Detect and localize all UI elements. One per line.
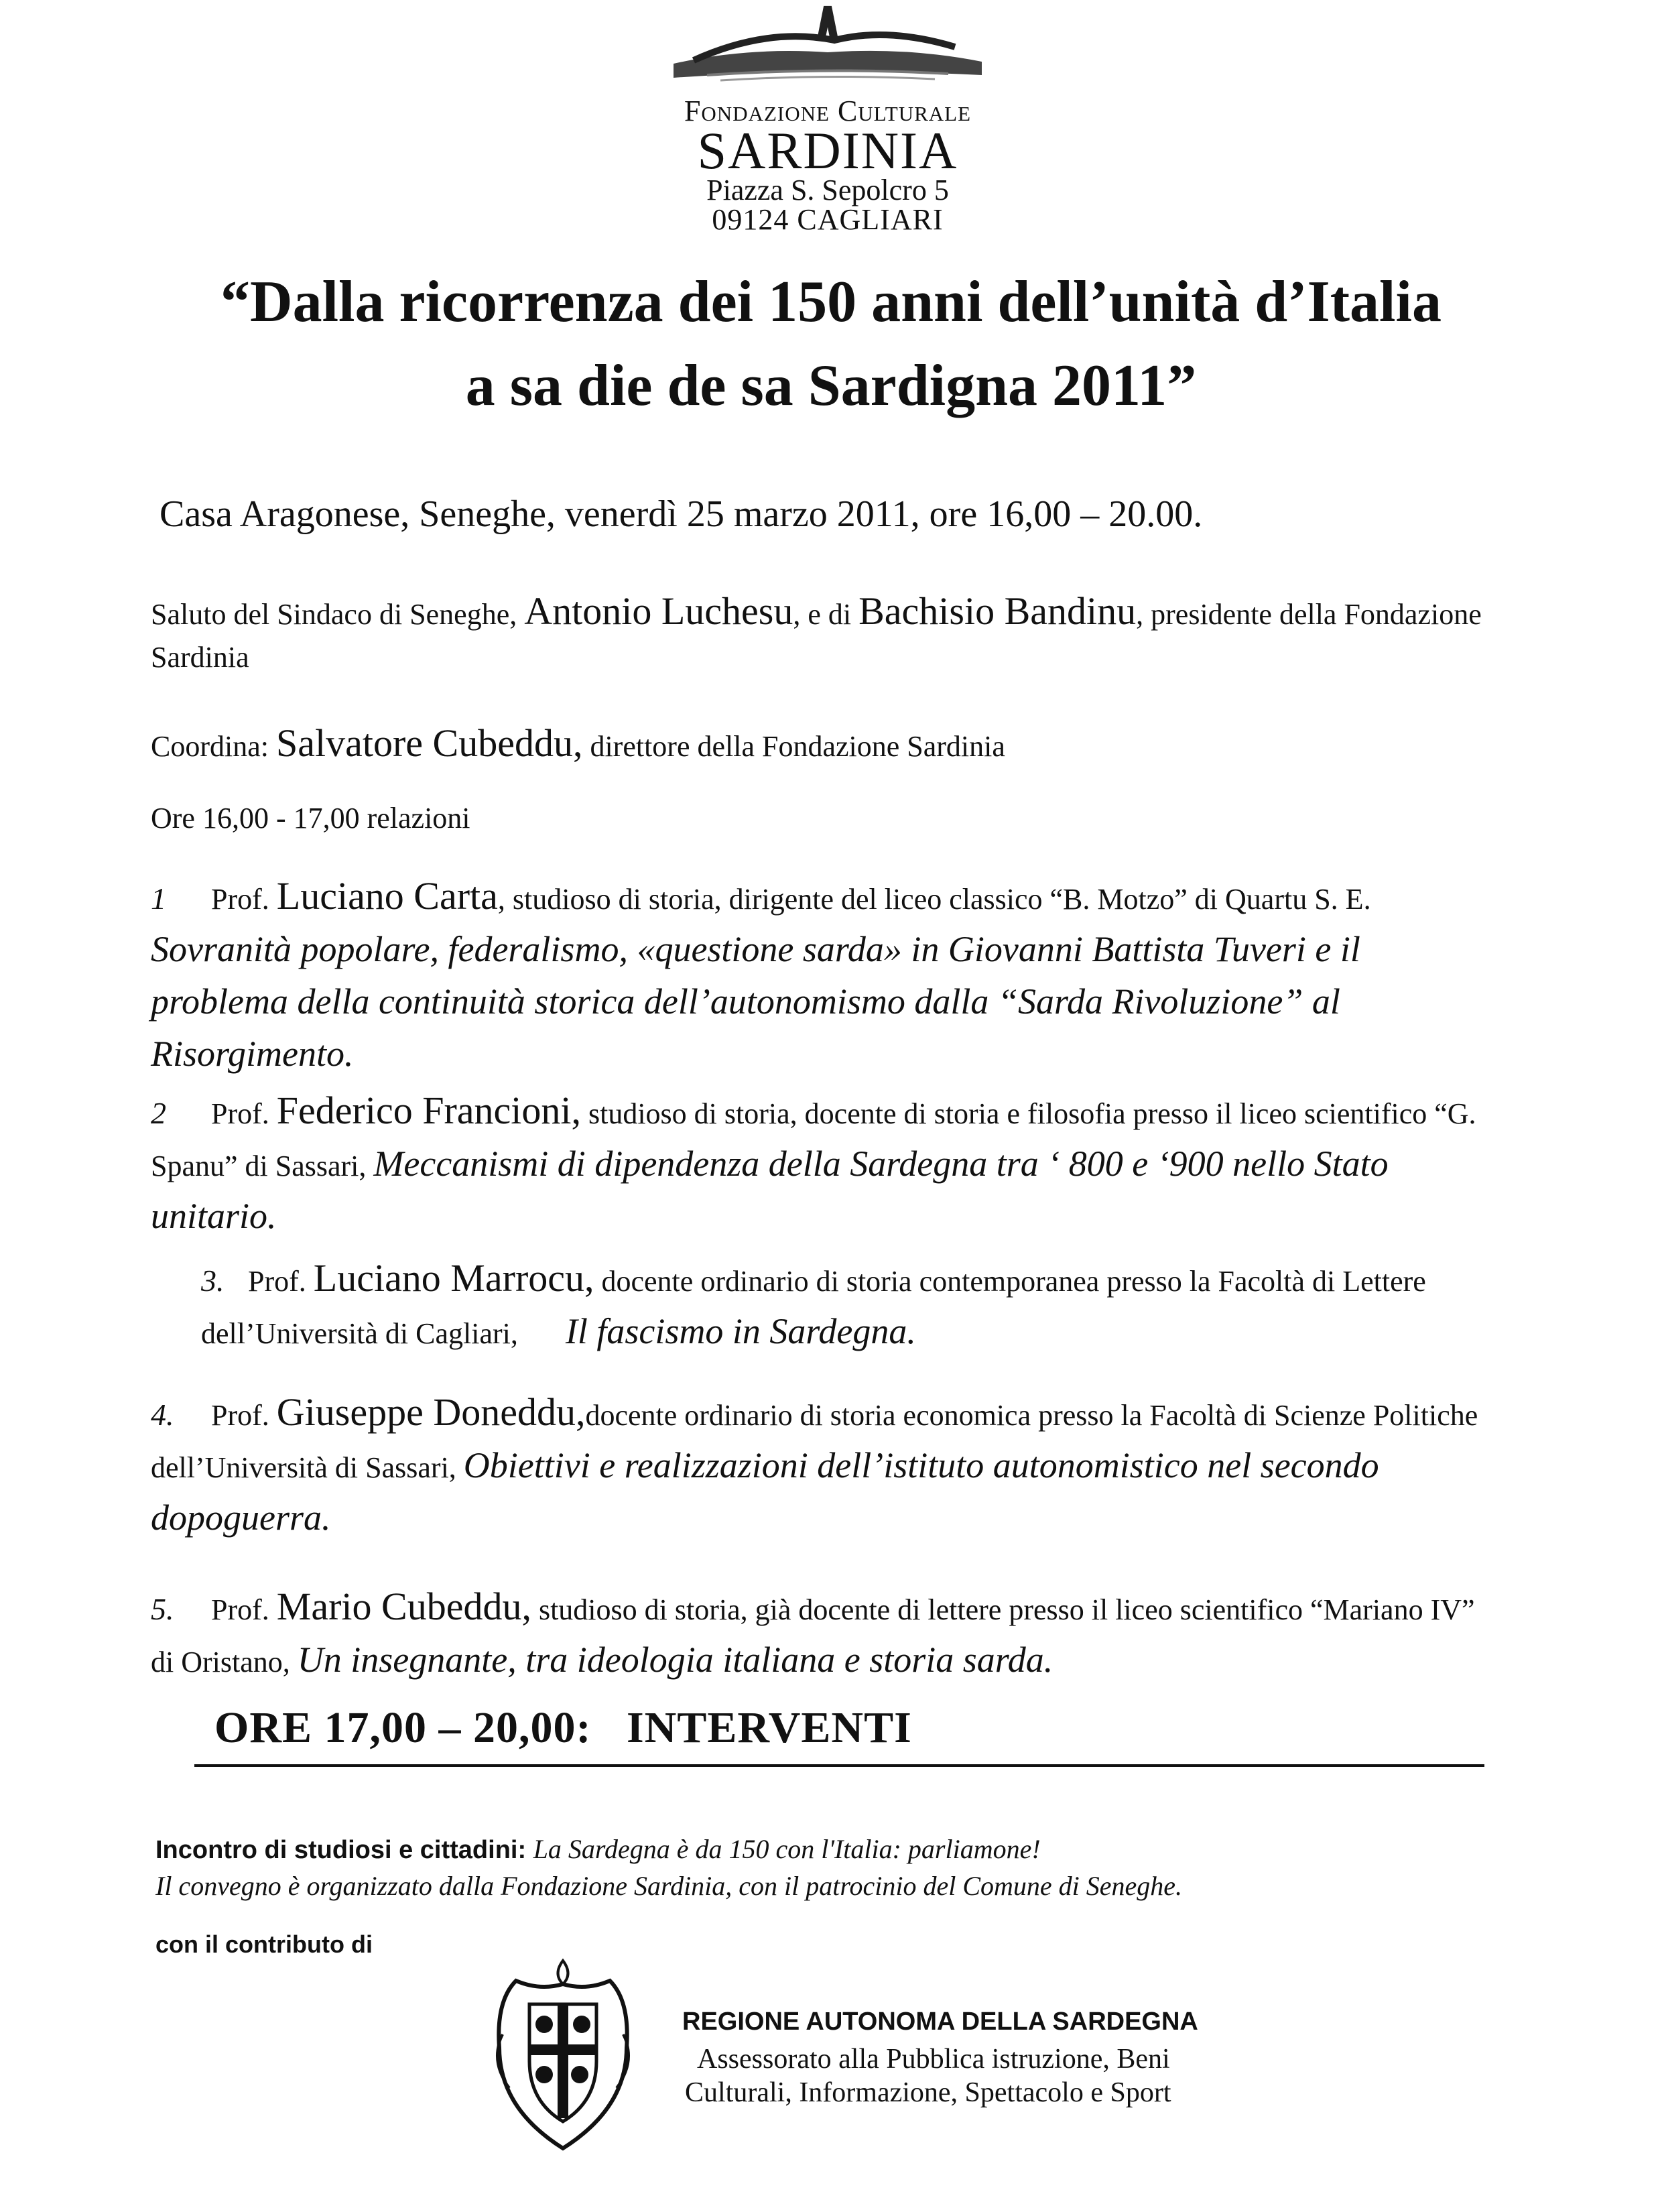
talk-number: 4. <box>151 1398 174 1432</box>
document-title-line2: a sa die de sa Sardigna 2011” <box>465 353 1197 418</box>
assessorato-line1: Assessorato alla Pubblica istruzione, Beni <box>697 2044 1170 2075</box>
document-title-line1: “Dalla ricorrenza dei 150 anni dell’unità d’Italia <box>220 269 1442 334</box>
talk-title: Sovranità popolare, federalismo, «questione sarda» in Giovanni Battista Tuveri e il problema della continuità storica dell’autonomismo dalla “Sarda Rivoluzione” al Risorgimento. <box>151 929 1360 1074</box>
coordinator-role: direttore della Fondazione Sardinia <box>590 730 1005 763</box>
org-name: Fondazione Culturale <box>684 95 972 127</box>
coordinator-name: Salvatore Cubeddu, <box>275 721 583 765</box>
coordinator-line <box>151 721 1005 765</box>
greeting-post: , presidente della Fondazione Sardinia <box>151 598 1482 674</box>
meeting-label: Incontro di studiosi e cittadini: <box>155 1836 527 1864</box>
talk-item <box>151 1582 1498 1687</box>
talk-prof: Prof. <box>211 1399 269 1432</box>
speaker-name: Giuseppe Doneddu, <box>276 1390 586 1434</box>
greeting-pre: Saluto del Sindaco di Seneghe, <box>151 598 517 631</box>
foundation-tree-logo <box>667 0 988 94</box>
region-name: REGIONE AUTONOMA DELLA SARDEGNA <box>682 2008 1198 2036</box>
sardinia-region-crest-icon <box>469 1954 657 2155</box>
talk-number: 3. <box>201 1264 225 1298</box>
greeting-mid: , e di <box>793 598 852 631</box>
mayor-name: Antonio Luchesu <box>524 589 793 633</box>
speaker-description: docente ordinario di storia economica presso la Facoltà di Scienze Politiche dell’Università di Sassari, <box>151 1399 1478 1484</box>
speaker-description: studioso di storia, docente di storia e filosofia presso il liceo scientifico “G. Spanu” di Sassari, <box>151 1097 1476 1182</box>
talk-prof: Prof. <box>248 1265 306 1298</box>
talk-item <box>201 1253 1501 1359</box>
interventi-heading: ORE 17,00 – 20,00: INTERVENTI <box>214 1703 912 1752</box>
org-address-street: Piazza S. Sepolcro 5 <box>706 174 949 206</box>
talk-title: Il fascismo in Sardegna. <box>565 1311 916 1351</box>
talk-number: 5. <box>151 1592 174 1626</box>
contribution-label: con il contributo di <box>155 1930 373 1958</box>
talk-number: 2 <box>151 1096 166 1130</box>
talk-prof: Prof. <box>211 1593 269 1626</box>
talk-item <box>151 1388 1498 1545</box>
talk-number: 1 <box>151 881 166 916</box>
speaker-name: Federico Francioni, <box>276 1089 581 1132</box>
assessorato-line2: Culturali, Informazione, Spettacolo e Sport <box>685 2077 1171 2108</box>
talk-prof: Prof. <box>211 1097 269 1130</box>
organizer-note: Il convegno è organizzato dalla Fondazione Sardinia, con il patrocinio del Comune di Seneghe. <box>155 1871 1183 1901</box>
heading-divider <box>194 1764 1484 1767</box>
talk-item <box>151 1086 1498 1243</box>
talk-title: Meccanismi di dipendenza della Sardegna tra ‘ 800 e ‘900 nello Stato unitario. <box>151 1144 1389 1236</box>
coordinator-label: Coordina: <box>151 730 269 763</box>
org-address-city: 09124 CAGLIARI <box>712 203 944 236</box>
talk-title: Obiettivi e realizzazioni dell’istituto autonomistico nel secondo dopoguerra. <box>151 1445 1379 1538</box>
speaker-description: studioso di storia, già docente di lettere presso il liceo scientifico “Mariano IV” di Oristano, <box>151 1593 1475 1678</box>
org-name-big: SARDINIA <box>697 121 958 180</box>
greeting-paragraph <box>151 590 1491 679</box>
meeting-line <box>155 1833 1041 1865</box>
talk-title: Un insegnante, tra ideologia italiana e storia sarda. <box>297 1640 1053 1680</box>
meeting-title: La Sardegna è da 150 con l'Italia: parliamone! <box>533 1834 1041 1864</box>
event-details: Casa Aragonese, Seneghe, venerdì 25 marzo 2011, ore 16,00 – 20.00. <box>159 493 1203 535</box>
speaker-description: docente ordinario di storia contemporanea presso la Facoltà di Lettere dell’Università di Cagliari, <box>201 1265 1426 1350</box>
schedule-relazioni: Ore 16,00 - 17,00 relazioni <box>151 802 470 835</box>
talk-item <box>151 871 1498 1081</box>
president-name: Bachisio Bandinu <box>858 589 1137 633</box>
talk-prof: Prof. <box>211 883 269 916</box>
speaker-name: Luciano Carta <box>276 874 498 918</box>
speaker-name: Luciano Marrocu, <box>313 1256 594 1300</box>
speaker-description: , studioso di storia, dirigente del liceo classico “B. Motzo” di Quartu S. E. <box>497 883 1371 916</box>
speaker-name: Mario Cubeddu, <box>276 1585 531 1628</box>
